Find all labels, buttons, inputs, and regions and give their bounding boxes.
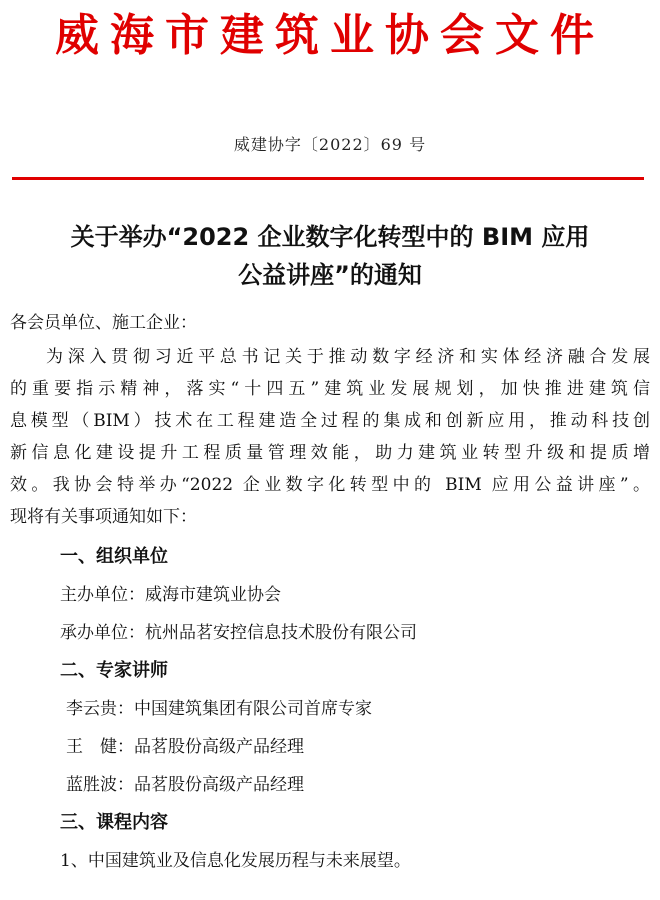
document-number: 威建协字〔2022〕69 号 (233, 135, 427, 154)
course-item: 1、中国建筑业及信息化发展历程与未来展望。 (60, 851, 411, 871)
notice-title-line-1: 关于举办“2022 企业数字化转型中的 BIM 应用 (70, 223, 590, 251)
section-heading-course: 三、课程内容 (60, 812, 168, 833)
host-unit: 主办单位：威海市建筑业协会 (60, 585, 281, 605)
expert-item: 蓝胜波：品茗股份高级产品经理 (66, 775, 304, 795)
intro-line: 效。我协会特举办“2022 企业数字化转型中的 BIM 应用公益讲座”。 (10, 475, 650, 495)
intro-line: 现将有关事项通知如下： (10, 507, 197, 527)
intro-line: 新信息化建设提升工程质量管理效能，助力建筑业转型升级和提质增 (10, 443, 650, 463)
expert-item: 王 健：品茗股份高级产品经理 (66, 737, 304, 757)
organizer-unit: 承办单位：杭州品茗安控信息技术股份有限公司 (60, 623, 417, 643)
intro-line: 为深入贯彻习近平总书记关于推动数字经济和实体经济融合发展 (46, 347, 650, 367)
notice-title-line-2: 公益讲座”的通知 (238, 261, 422, 289)
section-heading-organizers: 一、组织单位 (60, 546, 168, 567)
expert-item: 李云贵：中国建筑集团有限公司首席专家 (66, 699, 372, 719)
salutation: 各会员单位、施工企业： (10, 313, 197, 333)
intro-line: 的重要指示精神，落实“十四五”建筑业发展规划，加快推进建筑信 (10, 379, 650, 399)
section-heading-experts: 二、专家讲师 (60, 660, 168, 681)
intro-line: 息模型（BIM）技术在工程建造全过程的集成和创新应用，推动科技创 (10, 411, 650, 431)
document-masthead: 威海市建筑业协会文件 (55, 10, 605, 61)
red-divider-line (12, 177, 644, 180)
